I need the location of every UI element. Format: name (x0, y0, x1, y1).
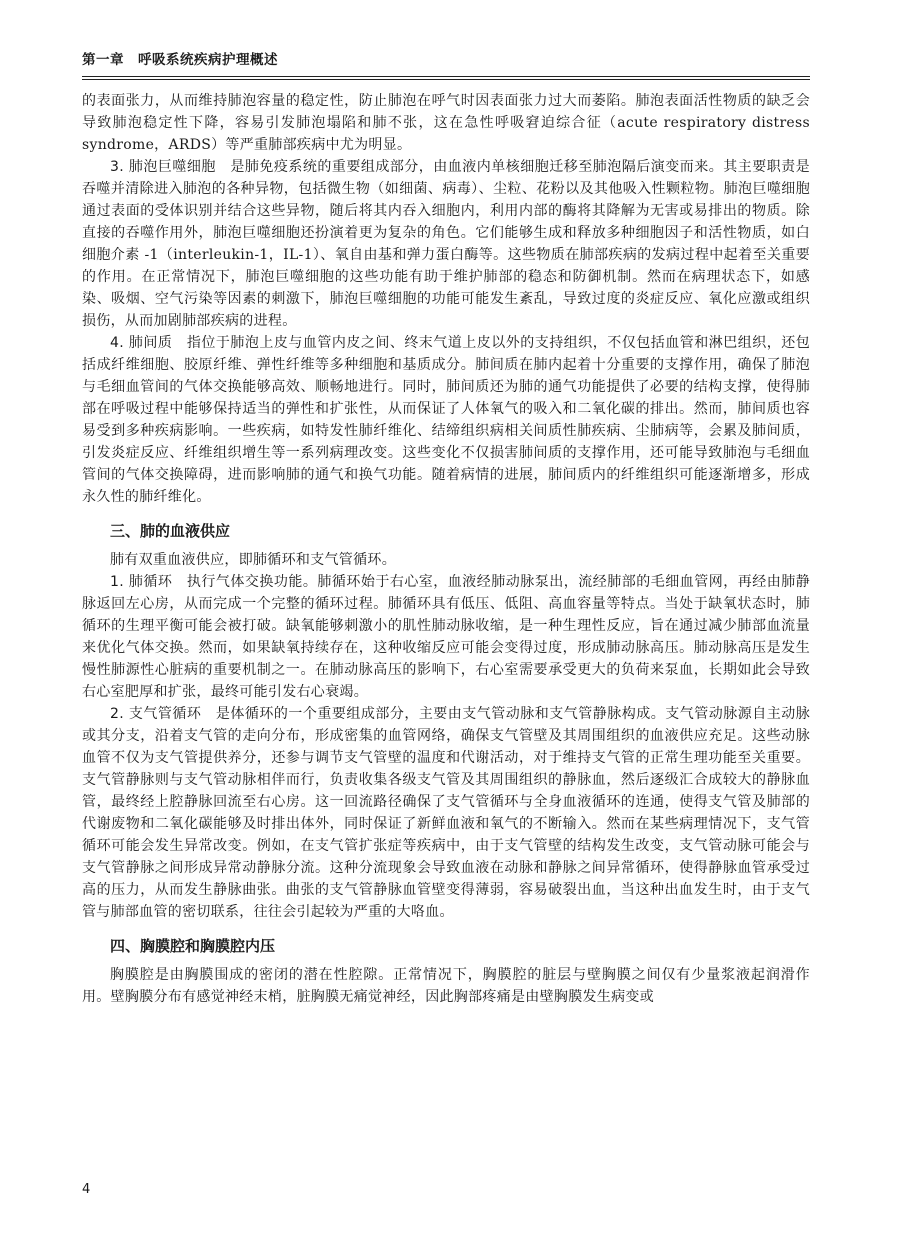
paragraph-text: 是肺免疫系统的重要组成部分，由血液内单核细胞迁移至肺泡隔后演变而来。其主要职责是吞噬并清除进入肺泡的各种异物，包括微生物（如细菌、病毒）、尘粒、花粉以及其他吸入性颗粒物。肺泡巨噬细胞通过表面的受体识别并结合这些异物，随后将其内吞入细胞内，利用内部的酶将其降解为无害或易排出的物质。除直接的吞噬作用外，肺泡巨噬细胞还扮演着更为复杂的角色。它们能够生成和释放多种细胞因子和活性物质，如白细胞介素 -1（interleukin-1，IL-1）、氧自由基和弹力蛋白酶等。这些物质在肺部疾病的发病过程中起着至关重要的作用。在正常情况下，肺泡巨噬细胞的这些功能有助于维护肺部的稳态和防御机制。然而在病理状态下，如感染、吸烟、空气污染等因素的刺激下，肺泡巨噬细胞的功能可能发生紊乱，导致过度的炎症反应、氧化应激或组织损伤，从而加剧肺部疾病的进程。 (82, 159, 810, 329)
header-rule-thin (82, 79, 810, 80)
paragraph-dual-supply (82, 549, 810, 571)
page-number: 4 (82, 1182, 91, 1197)
paragraph-bronchial-circulation (82, 703, 810, 923)
run-in-heading: 4. 肺间质 (110, 335, 173, 351)
paragraph-pulmonary-circulation (82, 571, 810, 703)
page-body (82, 90, 810, 1008)
paragraph-text: 是体循环的一个重要组成部分，主要由支气管动脉和支气管静脉构成。支气管动脉源自主动脉或其分支，沿着支气管的走向分布，形成密集的血管网络，确保支气管壁及其周围组织的血液供应充足。这些动脉血管不仅为支气管提供养分，还参与调节支气管壁的温度和代谢活动，对于维持支气管的正常生理功能至关重要。支气管静脉则与支气管动脉相伴而行，负责收集各级支气管及其周围组织的静脉血，然后逐级汇合成较大的静脉血管，最终经上腔静脉回流至右心房。这一回流路径确保了支气管循环与全身血液循环的连通，使得支气管及肺部的代谢废物和二氧化碳能够及时排出体外，同时保证了新鲜血液和氧气的不断输入。然而在某些病理情况下，支气管循环可能会发生异常改变。例如，在支气管扩张症等疾病中，由于支气管壁的结构发生改变，支气管动脉可能会与支气管静脉之间形成异常动静脉分流。这种分流现象会导致血液在动脉和静脉之间异常循环，使得静脉血管承受过高的压力，从而发生静脉曲张。曲张的支气管静脉血管壁变得薄弱，容易破裂出血，当这种出血发生时，由于支气管与肺部血管的密切联系，往往会引起较为严重的大咯血。 (82, 706, 810, 920)
paragraph-text: 指位于肺泡上皮与血管内皮之间、终末气道上皮以外的支持组织，不仅包括血管和淋巴组织，还包括成纤维细胞、胶原纤维、弹性纤维等多种细胞和基质成分。肺间质在肺内起着十分重要的支撑作用，确保了肺泡与毛细血管间的气体交换能够高效、顺畅地进行。同时，肺间质还为肺的通气功能提供了必要的结构支撑，使得肺部在呼吸过程中能够保持适当的弹性和扩张性，从而保证了人体氧气的吸入和二氧化碳的排出。然而，肺间质也容易受到多种疾病影响。一些疾病，如特发性肺纤维化、结缔组织病相关间质性肺疾病、尘肺病等，会累及肺间质，引发炎症反应、纤维组织增生等一系列病理改变。这些变化不仅损害肺间质的支撑作用，还可能导致肺泡与毛细血管间的气体交换障碍，进而影响肺的通气和换气功能。随着病情的进展，肺间质内的纤维组织可能逐渐增多，形成永久性的肺纤维化。 (82, 335, 810, 505)
run-in-heading: 2. 支气管循环 (110, 706, 202, 722)
paragraph-text: 肺有双重血液供应，即肺循环和支气管循环。 (110, 552, 396, 568)
paragraph-pleural-cavity (82, 964, 810, 1008)
paragraph-text: 胸膜腔是由胸膜围成的密闭的潜在性腔隙。正常情况下，胸膜腔的脏层与壁胸膜之间仅有少量浆液起润滑作用。壁胸膜分布有感觉神经末梢，脏胸膜无痛觉神经，因此胸部疼痛是由壁胸膜发生病变或 (82, 967, 810, 1005)
section-heading-blood-supply: 三、肺的血液供应 (110, 522, 231, 540)
paragraph-text: 的表面张力，从而维持肺泡容量的稳定性，防止肺泡在呼气时因表面张力过大而萎陷。肺泡表面活性物质的缺乏会导致肺泡稳定性下降，容易引发肺泡塌陷和肺不张，这在急性呼吸窘迫综合征（acute respiratory distress syndrome，ARDS）等严重肺部疾病中尤为明显。 (82, 93, 810, 153)
paragraph-text: 执行气体交换功能。肺循环始于右心室，血液经肺动脉泵出，流经肺部的毛细血管网，再经由肺静脉返回左心房，从而完成一个完整的循环过程。肺循环具有低压、低阻、高血容量等特点。当处于缺氧状态时，肺循环的生理平衡可能会被打破。缺氧能够刺激小的肌性肺动脉收缩，是一种生理性反应，旨在通过减少肺部血流量来优化气体交换。然而，如果缺氧持续存在，这种收缩反应可能会变得过度，形成肺动脉高压。肺动脉高压是发生慢性肺源性心脏病的重要机制之一。在肺动脉高压的影响下，右心室需要承受更大的负荷来泵血，长期如此会导致右心室肥厚和扩张，最终可能引发右心衰竭。 (82, 574, 810, 700)
paragraph-alveolar-macrophage (82, 156, 810, 332)
run-in-heading: 3. 肺泡巨噬细胞 (110, 159, 216, 175)
section-heading-pleural-cavity: 四、胸膜腔和胸膜腔内压 (110, 937, 276, 955)
run-in-heading: 1. 肺循环 (110, 574, 173, 590)
header-rule (82, 76, 810, 77)
paragraph-surface-tension (82, 90, 810, 156)
chapter-header: 第一章 呼吸系统疾病护理概述 (82, 52, 278, 68)
paragraph-interstitium (82, 332, 810, 508)
